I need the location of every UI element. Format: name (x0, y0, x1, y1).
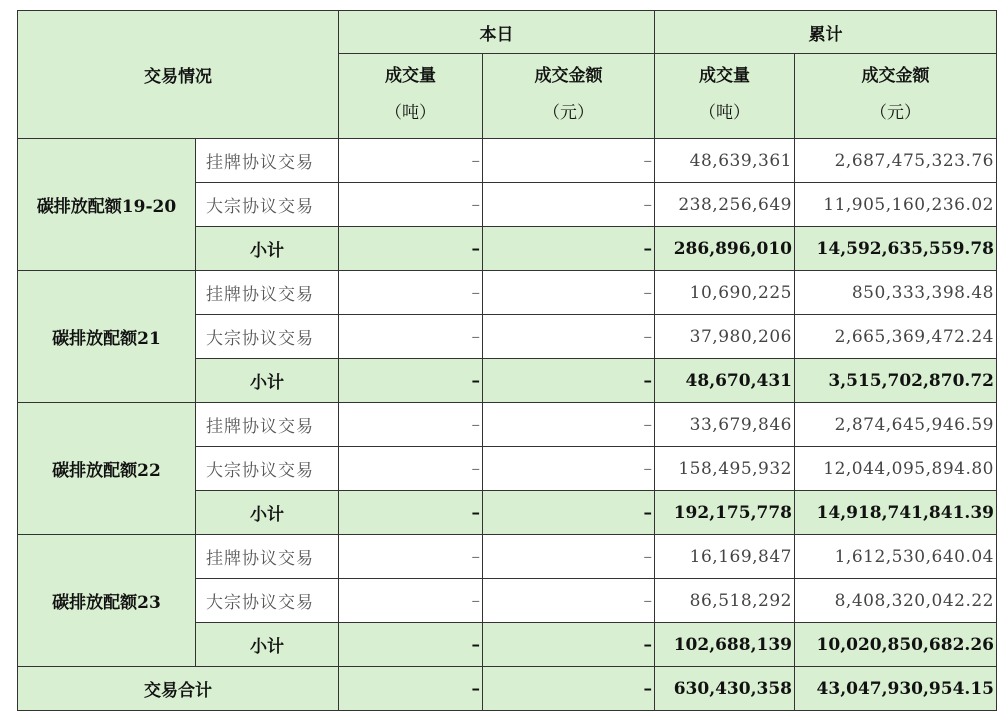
day-volume-cell: – (339, 491, 483, 535)
row-label: 大宗协议交易 (196, 447, 339, 491)
day-volume-cell: – (339, 403, 483, 447)
day-amount-cell: – (483, 491, 655, 535)
cum-amount-cell: 10,020,850,682.26 (795, 623, 997, 667)
volume-label: 成交量 (699, 66, 750, 86)
subtotal-label: 小计 (196, 227, 339, 271)
row-label: 大宗协议交易 (196, 579, 339, 623)
day-volume-cell: – (339, 535, 483, 579)
cum-volume-cell: 33,679,846 (655, 403, 795, 447)
volume-label: 成交量 (385, 66, 436, 86)
day-amount-cell: – (483, 315, 655, 359)
day-volume-cell: – (339, 227, 483, 271)
total-row (18, 667, 997, 711)
day-amount-cell: – (483, 403, 655, 447)
cum-amount-cell: 11,905,160,236.02 (795, 183, 997, 227)
group-name: 碳排放配额21 (18, 271, 196, 403)
day-amount-cell: – (483, 271, 655, 315)
day-amount-cell: – (483, 139, 655, 183)
cum-volume-cell: 238,256,649 (655, 183, 795, 227)
day-amount-cell: – (483, 667, 655, 711)
cum-volume-cell: 10,690,225 (655, 271, 795, 315)
table-row (18, 535, 997, 579)
unit-yuan-label: （元） (870, 103, 921, 123)
today-volume-header (339, 54, 483, 139)
cumulative-amount-header (795, 54, 997, 139)
group-name: 碳排放配额19-20 (18, 139, 196, 271)
unit-yuan-label: （元） (543, 103, 594, 123)
subtotal-label: 小计 (196, 623, 339, 667)
day-volume-cell: – (339, 359, 483, 403)
unit-ton-label: （吨） (385, 103, 436, 123)
row-label: 挂牌协议交易 (196, 139, 339, 183)
unit-ton-label: （吨） (699, 103, 750, 123)
trading-summary-table (17, 10, 997, 711)
cum-amount-cell: 43,047,930,954.15 (795, 667, 997, 711)
subtotal-label: 小计 (196, 359, 339, 403)
cum-volume-cell: 286,896,010 (655, 227, 795, 271)
cum-amount-cell: 850,333,398.48 (795, 271, 997, 315)
cumulative-header: 累计 (655, 11, 997, 54)
day-amount-cell: – (483, 183, 655, 227)
day-amount-cell: – (483, 579, 655, 623)
trading-summary-page (17, 10, 997, 711)
cumulative-volume-header (655, 54, 795, 139)
cum-volume-cell: 86,518,292 (655, 579, 795, 623)
row-label: 大宗协议交易 (196, 315, 339, 359)
day-volume-cell: – (339, 139, 483, 183)
day-volume-cell: – (339, 183, 483, 227)
row-label: 挂牌协议交易 (196, 535, 339, 579)
row-label: 挂牌协议交易 (196, 403, 339, 447)
cum-amount-cell: 8,408,320,042.22 (795, 579, 997, 623)
cum-amount-cell: 12,044,095,894.80 (795, 447, 997, 491)
today-header: 本日 (339, 11, 655, 54)
day-amount-cell: – (483, 227, 655, 271)
day-amount-cell: – (483, 447, 655, 491)
group-name: 碳排放配额22 (18, 403, 196, 535)
day-volume-cell: – (339, 667, 483, 711)
row-label: 大宗协议交易 (196, 183, 339, 227)
row-label: 挂牌协议交易 (196, 271, 339, 315)
cum-amount-cell: 2,874,645,946.59 (795, 403, 997, 447)
day-volume-cell: – (339, 623, 483, 667)
cum-volume-cell: 192,175,778 (655, 491, 795, 535)
cum-volume-cell: 37,980,206 (655, 315, 795, 359)
table-row (18, 403, 997, 447)
cum-volume-cell: 158,495,932 (655, 447, 795, 491)
cum-volume-cell: 102,688,139 (655, 623, 795, 667)
table-row (18, 139, 997, 183)
cum-volume-cell: 16,169,847 (655, 535, 795, 579)
cum-amount-cell: 3,515,702,870.72 (795, 359, 997, 403)
day-amount-cell: – (483, 623, 655, 667)
cum-amount-cell: 14,592,635,559.78 (795, 227, 997, 271)
trade-situation-header: 交易情况 (18, 11, 339, 139)
cum-volume-cell: 630,430,358 (655, 667, 795, 711)
group-name: 碳排放配额23 (18, 535, 196, 667)
day-volume-cell: – (339, 315, 483, 359)
header-row-1 (18, 11, 997, 54)
subtotal-label: 小计 (196, 491, 339, 535)
cum-amount-cell: 1,612,530,640.04 (795, 535, 997, 579)
cum-amount-cell: 2,687,475,323.76 (795, 139, 997, 183)
total-label: 交易合计 (18, 667, 339, 711)
cum-amount-cell: 2,665,369,472.24 (795, 315, 997, 359)
amount-label: 成交金额 (534, 66, 603, 86)
day-amount-cell: – (483, 359, 655, 403)
day-amount-cell: – (483, 535, 655, 579)
day-volume-cell: – (339, 271, 483, 315)
today-amount-header (483, 54, 655, 139)
table-row (18, 271, 997, 315)
day-volume-cell: – (339, 579, 483, 623)
cum-volume-cell: 48,670,431 (655, 359, 795, 403)
day-volume-cell: – (339, 447, 483, 491)
cum-volume-cell: 48,639,361 (655, 139, 795, 183)
cum-amount-cell: 14,918,741,841.39 (795, 491, 997, 535)
amount-label: 成交金额 (861, 66, 930, 86)
